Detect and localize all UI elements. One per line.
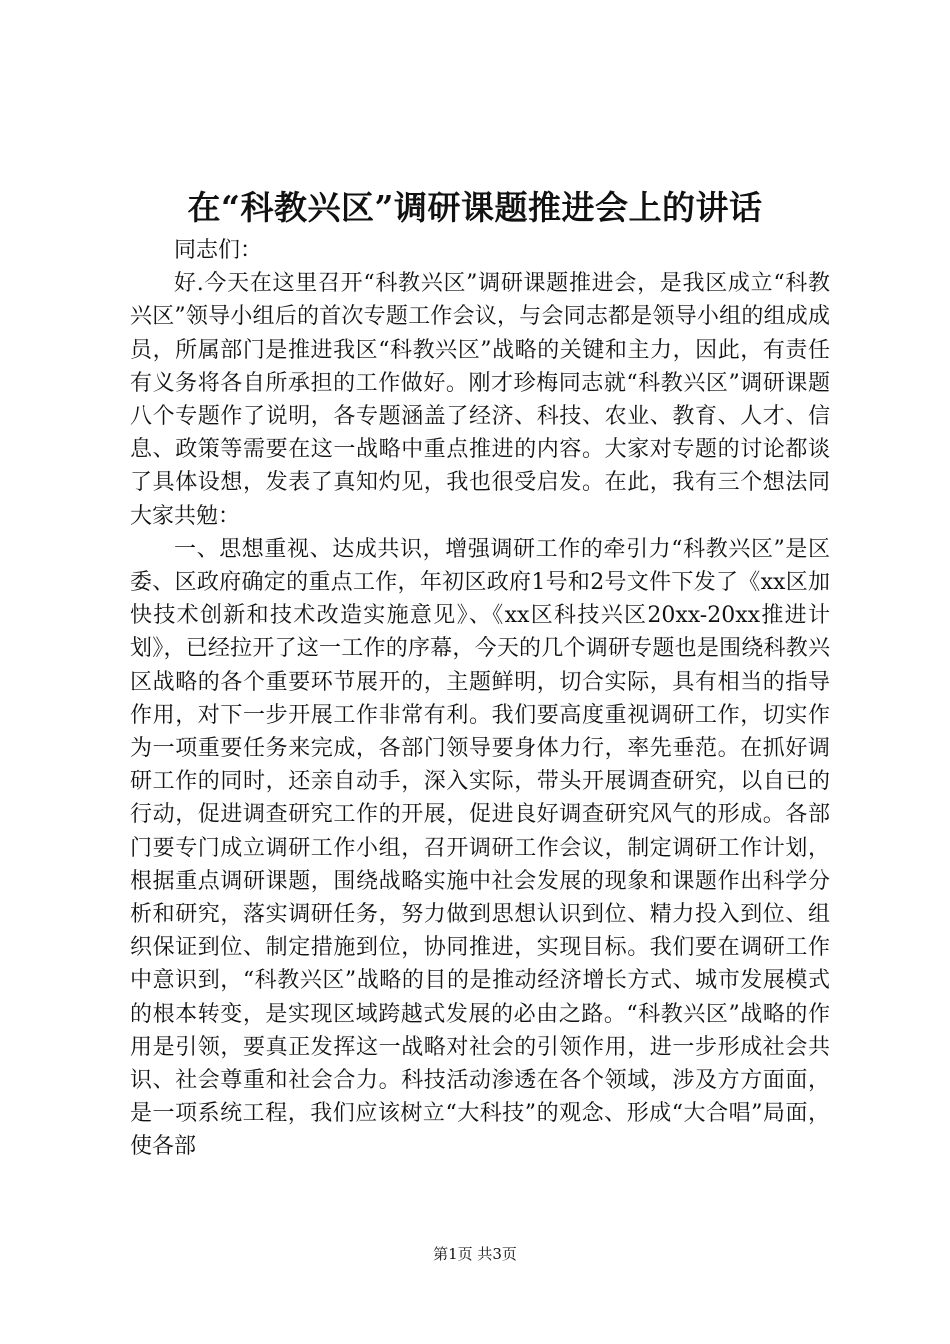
document-body xyxy=(130,234,830,1164)
page-number-footer: 第1页 共3页 xyxy=(433,1245,517,1263)
paragraph-section-one: 一、思想重视、达成共识，增强调研工作的牵引力“科教兴区”是区委、区政府确定的重点工作，年初区政府1号和2号文件下发了《xx区加快技术创新和技术改造实施意见》、《xx区科技兴区20xx-20xx推进计划》，已经拉开了这一工作的序幕，今天的几个调研专题也是围绕科教兴区战略的各个重要环节展开的，主题鲜明，切合实际，具有相当的指导作用，对下一步开展工作非常有利。我们要高度重视调研工作，切实作为一项重要任务来完成，各部门领导要身体力行，率先垂范。在抓好调研工作的同时，还亲自动手，深入实际，带头开展调查研究，以自已的行动，促进调查研究工作的开展，促进良好调查研究风气的形成。各部门要专门成立调研工作小组，召开调研工作会议，制定调研工作计划，根据重点调研课题，围绕战略实施中社会发展的现象和课题作出科学分析和研究，落实调研任务，努力做到思想认识到位、精力投入到位、组织保证到位、制定措施到位，协同推进，实现目标。我们要在调研工作中意识到，“科教兴区”战略的目的是推动经济增长方式、城市发展模式的根本转变，是实现区域跨越式发展的必由之路。“科教兴区”战略的作用是引领，要真正发挥这一战略对社会的引领作用，进一步形成社会共识、社会尊重和社会合力。科技活动渗透在各个领域，涉及方方面面，是一项系统工程，我们应该树立“大科技”的观念、形成“大合唱”局面，使各部 xyxy=(130,536,830,1160)
document-title: 在“科教兴区”调研课题推进会上的讲话 xyxy=(187,188,763,227)
paragraph-intro: 好.今天在这里召开“科教兴区”调研课题推进会，是我区成立“科教兴区”领导小组后的首次专题工作会议，与会同志都是领导小组的组成成员，所属部门是推进我区“科教兴区”战略的关键和主力，因此，有责任有义务将各自所承担的工作做好。刚才珍梅同志就“科教兴区”调研课题八个专题作了说明，各专题涵盖了经济、科技、农业、教育、人才、信息、政策等需要在这一战略中重点推进的内容。大家对专题的讨论都谈了具体设想，发表了真知灼见，我也很受启发。在此，我有三个想法同大家共勉： xyxy=(130,271,830,529)
salutation: 同志们： xyxy=(174,238,263,263)
